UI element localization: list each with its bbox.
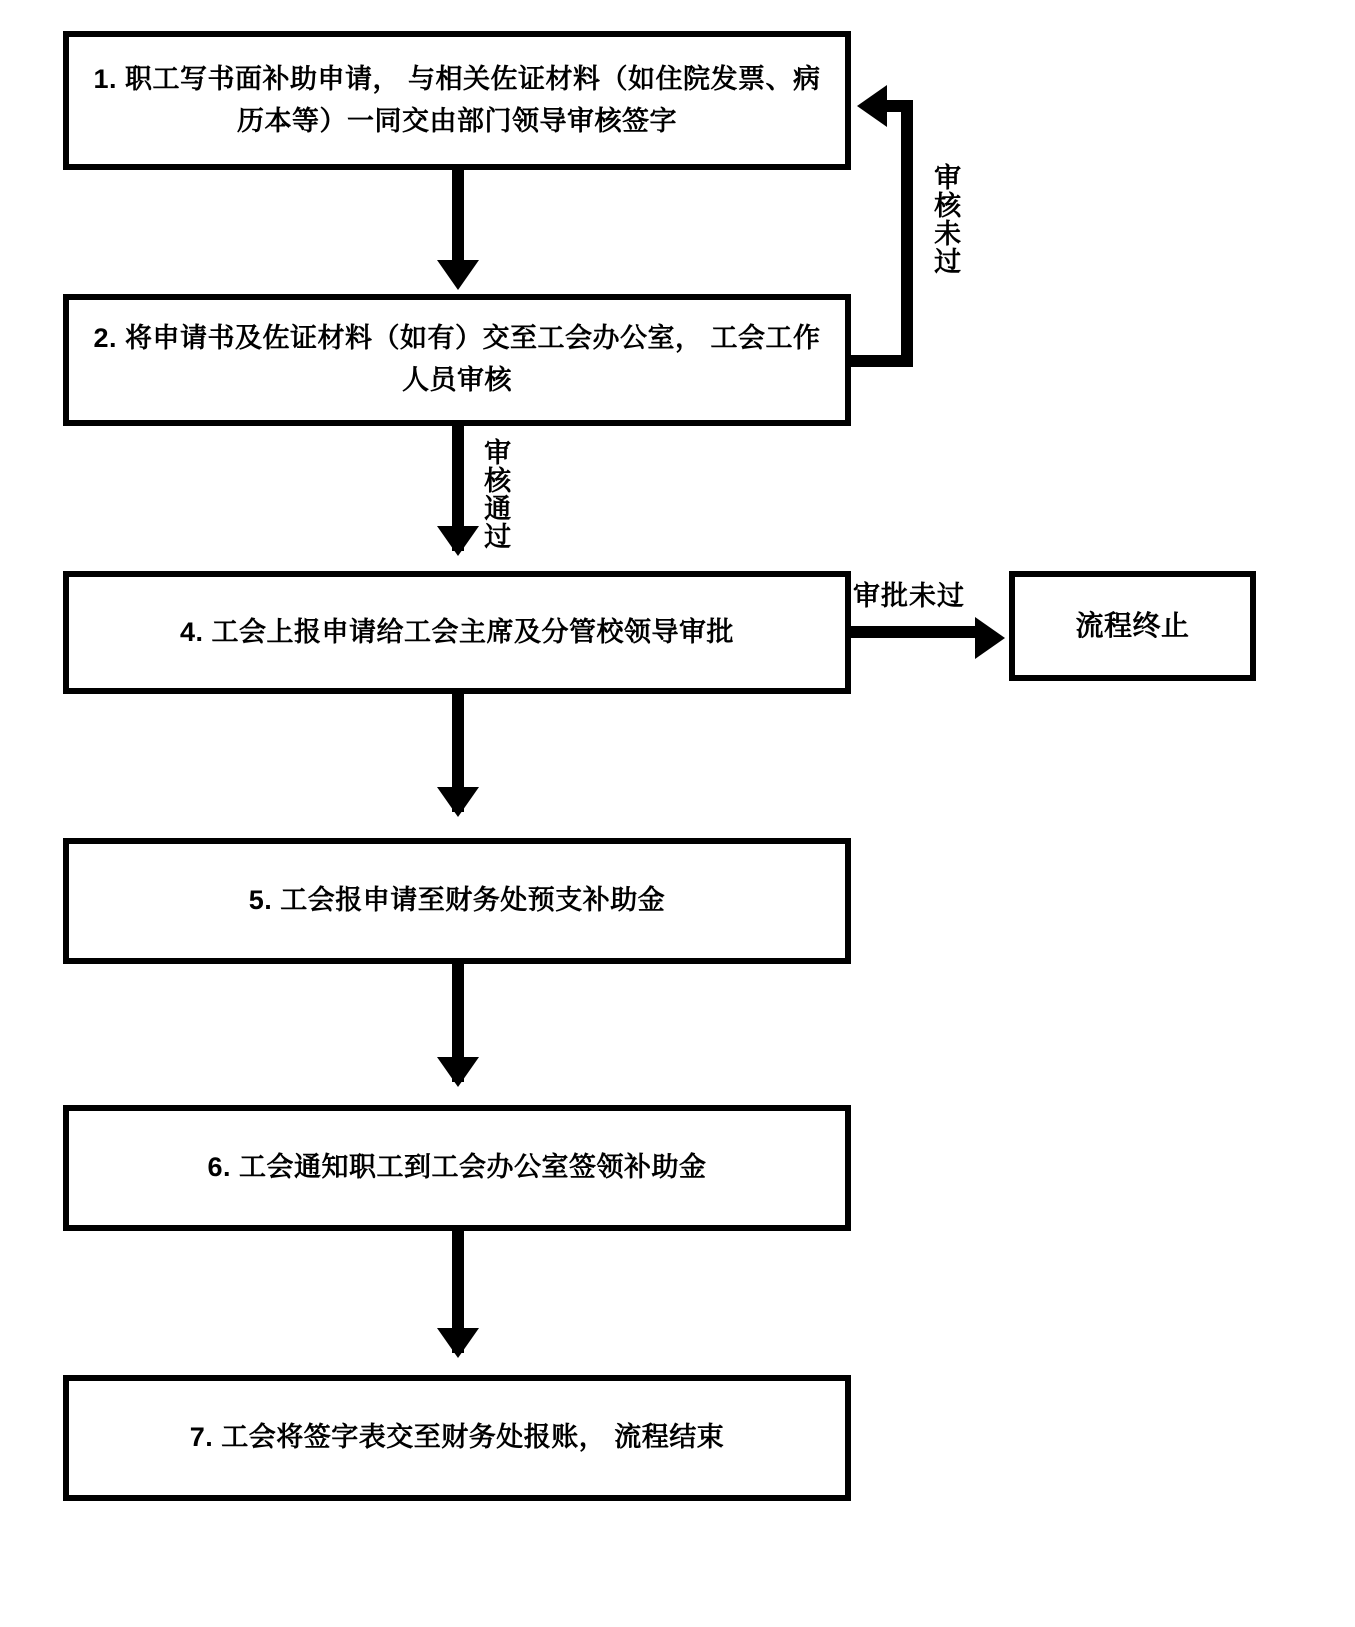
flow-node-step7-label: 7. 工会将签字表交至财务处报账， 流程结束 — [189, 1422, 725, 1453]
flow-node-step5-label: 5. 工会报申请至财务处预支补助金 — [248, 885, 666, 916]
edge-step1-to-step2 — [452, 170, 464, 265]
arrowhead-step4-to-terminate — [975, 617, 1005, 659]
arrowhead-step4-to-step5 — [437, 787, 479, 817]
edge-review-failed-v — [901, 100, 913, 367]
flow-node-step7[interactable] — [63, 1375, 851, 1501]
arrowhead-step1-to-step2 — [437, 260, 479, 290]
flow-node-step4-label: 4. 工会上报申请给工会主席及分管校领导审批 — [179, 616, 735, 647]
edge-step4-to-terminate — [851, 626, 983, 638]
arrowhead-review-failed — [857, 85, 887, 127]
arrowhead-step2-to-step4 — [437, 526, 479, 556]
edge-label-review-failed: 审核未过 — [930, 163, 961, 275]
edge-label-review-passed: 审核通过 — [480, 438, 511, 550]
flow-node-step1[interactable] — [63, 31, 851, 170]
flow-node-step4[interactable] — [63, 571, 851, 694]
flow-node-step6-label: 6. 工会通知职工到工会办公室签领补助金 — [207, 1152, 707, 1183]
flow-node-step5[interactable] — [63, 838, 851, 964]
edge-review-failed-h-top — [884, 100, 913, 112]
flow-node-step6[interactable] — [63, 1105, 851, 1231]
flow-node-step2[interactable] — [63, 294, 851, 426]
flow-node-terminate-label: 流程终止 — [1075, 610, 1190, 642]
edge-label-approval-failed: 审批未过 — [853, 581, 965, 611]
flow-node-terminate[interactable] — [1009, 571, 1256, 681]
arrowhead-step5-to-step6 — [437, 1057, 479, 1087]
arrowhead-step6-to-step7 — [437, 1328, 479, 1358]
flow-node-step2-label: 2. 将申请书及佐证材料（如有）交至工会办公室， 工会工作人员审核 — [93, 323, 821, 395]
flow-node-step1-label: 1. 职工写书面补助申请， 与相关佐证材料（如住院发票、病历本等）一同交由部门领导审核签字 — [93, 63, 821, 136]
